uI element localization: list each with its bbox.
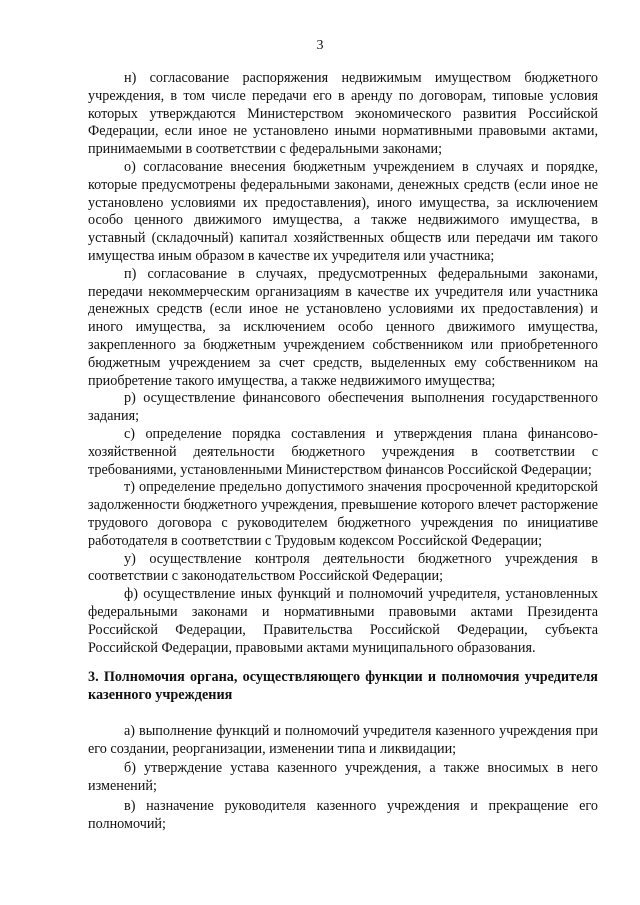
page-number: 3 xyxy=(316,38,324,53)
paragraph-p: п) согласование в случаях, предусмотренных федеральными законами, передачи некоммерческим организациям в качестве их учредителя или участника денежных средств (если иное не установлено условиями их предоставления) и иного имущества, за исключением особо ценного движимого имущества, закрепленного за бюджетным учреждением собственником или приобретенного бюджетным учреждением за счет средств, выделенных ему собственником на приобретение такого имущества, а также недвижимого имущества; xyxy=(88,265,598,389)
paragraph-v: в) назначение руководителя казенного учреждения и прекращение его полномочий; xyxy=(88,798,598,832)
paragraph-b: б) утверждение устава казенного учреждения, а также вносимых в него изменений; xyxy=(88,760,598,795)
paragraph-a: а) выполнение функций и полномочий учредителя казенного учреждения при его создании, реорганизации, изменении типа и ликвидации; xyxy=(88,722,598,757)
paragraph-u: у) осуществление контроля деятельности бюджетного учреждения в соответствии с законодательством Российской Федерации; xyxy=(88,550,598,585)
document-body xyxy=(88,70,598,834)
paragraph-n: н) согласование распоряжения недвижимым имуществом бюджетного учреждения, в том числе передачи его в аренду по договорам, типовые условия которых утверждаются Министерством экономического развития Российской Федерации, если иное не установлено иными нормативными правовыми актами, принимаемыми в соответствии с федеральными законами; xyxy=(88,70,598,158)
paragraph-o: о) согласование внесения бюджетным учреждением в случаях и порядке, которые предусмотрены федеральными законами, денежных средств (если иное не установлено условиями их предоставления), иного имущества, за исключением особо ценного движимого имущества, а также недвижимого имущества, в уставный (складочный) капитал хозяйственных обществ или передачи им такого имущества иным образом в качестве их учредителя или участника; xyxy=(88,158,598,264)
paragraph-r: р) осуществление финансового обеспечения выполнения государственного задания; xyxy=(88,390,598,425)
paragraph-t: т) определение предельно допустимого значения просроченной кредиторской задолженности бюджетного учреждения, превышение которого влечет расторжение трудового договора с руководителем бюджетного учреждения по инициативе работодателя в соответствии с Трудовым кодексом Российской Федерации; xyxy=(88,479,598,549)
paragraph-f: ф) осуществление иных функций и полномочий учредителя, установленных федеральными законами и нормативными правовыми актами Президента Российской Федерации, Правительства Российской Федерации, субъекта Российской Федерации, правовыми актами муниципального образования. xyxy=(88,586,598,656)
section-heading: 3. Полномочия органа, осуществляющего функции и полномочия учредителя казенного учреждения xyxy=(88,669,598,704)
paragraph-s: с) определение порядка составления и утверждения плана финансово-хозяйственной деятельности бюджетного учреждения в соответствии с требованиями, установленными Министерством финансов Российской Федерации; xyxy=(88,425,598,478)
